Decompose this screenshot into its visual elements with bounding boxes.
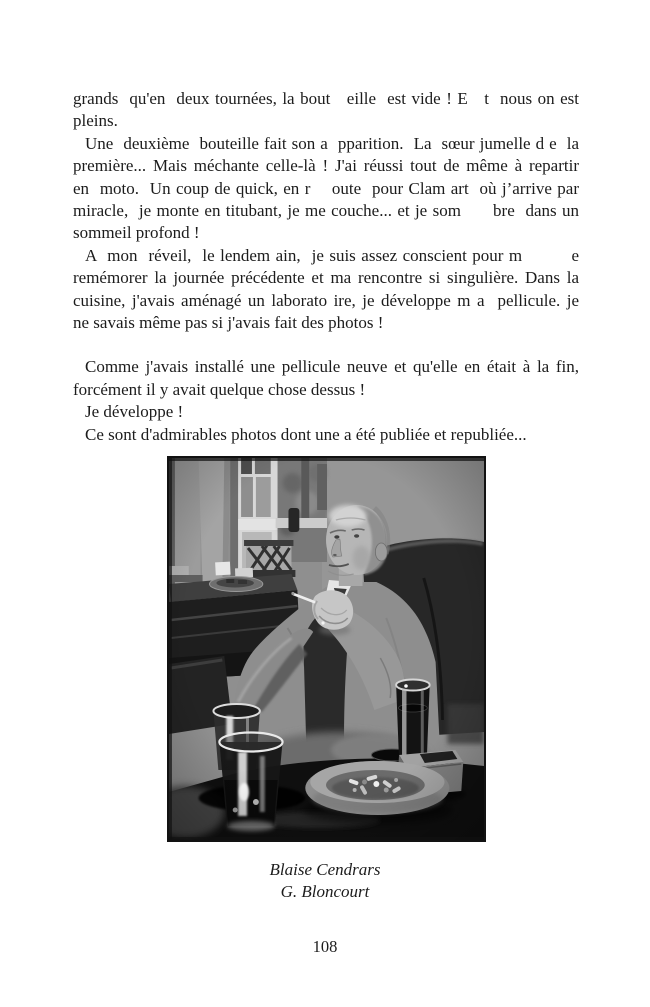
- text-line: Ce sont d'admirables photos dont une a été publiée et republiée...: [85, 424, 527, 444]
- photo-blaise-cendrars: [167, 456, 486, 842]
- text-line: Comme j'avais installé une pellicule neuve et qu'elle en était à la fin,: [85, 357, 579, 377]
- text-line: en moto. Un coup de quick, en r oute pour Clam art où j’arrive par: [73, 178, 579, 198]
- caption-photographer: G. Bloncourt: [280, 882, 370, 901]
- text-line: Une deuxième bouteille fait son a pparition. La sœur jumelle d e la: [85, 133, 579, 153]
- text-line: remémorer la journée précédente et ma rencontre si singulière. Dans la: [73, 268, 579, 288]
- text-line: sommeil profond !: [73, 223, 200, 243]
- caption-subject: Blaise Cendrars: [269, 860, 381, 879]
- text-line: A mon réveil, le lendem ain, je suis assez conscient pour m e: [85, 245, 579, 265]
- body-text: [73, 88, 579, 446]
- paragraph-spacer: [73, 334, 579, 356]
- text-line: grands qu'en deux tournées, la bout eille est vide ! E t nous on est: [73, 89, 579, 108]
- text-line: cuisine, j'avais aménagé un laborato ire, je développe m a pellicule. je: [73, 290, 579, 310]
- photo-caption: [0, 859, 650, 903]
- text-line: ne savais même pas si j'avais fait des photos !: [73, 313, 384, 333]
- photograph: [169, 458, 484, 840]
- text-line: miracle, je monte en titubant, je me couche... et je som bre dans un: [73, 201, 579, 221]
- page-number: 108: [312, 937, 338, 956]
- vignette: [169, 458, 484, 840]
- text-line: première... Mais méchante celle-là ! J'ai réussi tout de même à repartir: [73, 156, 579, 176]
- text-line: Je développe !: [85, 402, 184, 422]
- text-line: pleins.: [73, 111, 118, 131]
- text-line: forcément il y avait quelque chose dessus !: [73, 379, 366, 399]
